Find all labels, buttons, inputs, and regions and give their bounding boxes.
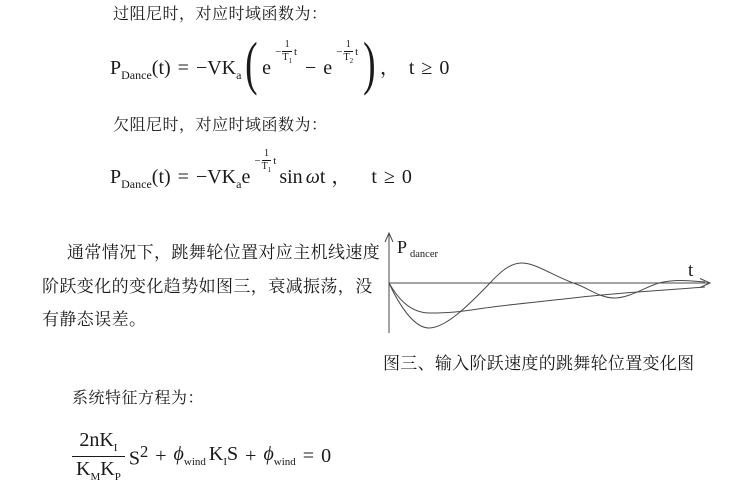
- omega-symbol: ω: [305, 166, 320, 188]
- characteristic-formula: [72, 428, 331, 485]
- time-var: t: [319, 166, 326, 188]
- s-squared-term: $S^2$: [128, 441, 149, 470]
- plus-operator: +: [245, 445, 257, 468]
- comma: ，: [379, 57, 400, 79]
- characteristic-heading: 系统特征方程为：: [72, 390, 205, 407]
- coefficient: $-VK_a$: [195, 57, 242, 82]
- exp-term: e − 1 $T_1$ t: [241, 148, 277, 188]
- geq-sign: ≥: [383, 166, 395, 188]
- overdamped-heading: 过阻尼时，对应时域函数为：: [113, 6, 328, 23]
- open-paren: (: [245, 30, 259, 97]
- x-axis-label: t: [688, 260, 694, 281]
- phi-wind-term: $\phi_{wind}$: [263, 443, 296, 469]
- overdamped-curve: [389, 283, 705, 313]
- exponent-2: − 1 $T_2$ t: [336, 39, 359, 65]
- exp-term-1: e − 1 $T_1$ t: [262, 39, 297, 79]
- coefficient: $-VK_a$: [195, 166, 242, 191]
- figure-damped-response-chart: [383, 225, 740, 355]
- underdamped-heading: 欠阻尼时，对应时域函数为：: [113, 117, 328, 134]
- exponent-1: − 1 $T_1$ t: [275, 39, 297, 65]
- close-paren: ): [363, 30, 376, 97]
- minus-operator: −: [305, 57, 317, 79]
- geq-sign: ≥: [421, 57, 433, 79]
- exp-term-2: e − 1 $T_2$ t: [323, 39, 359, 79]
- paragraph-line: 阶跃变化的变化趋势如图三，衰减振荡，没: [42, 276, 373, 296]
- underdamped-curve: [389, 263, 705, 328]
- fraction: [72, 428, 125, 485]
- overdamped-formula: [110, 30, 450, 97]
- body-paragraph: [42, 236, 380, 337]
- y-axis-label-sub: dancer: [410, 249, 438, 260]
- zero: 0: [401, 166, 412, 188]
- zero: 0: [321, 445, 332, 468]
- sin-function: sin: [279, 166, 303, 188]
- equals-sign: =: [177, 57, 189, 79]
- condition-var: t: [371, 166, 377, 188]
- y-axis-label: P: [397, 237, 408, 257]
- formula-lhs: $P_{Dance}(t)$: [110, 166, 171, 191]
- equals-sign: =: [177, 166, 189, 188]
- figure-caption: 图三、输入阶跃速度的跳舞轮位置变化图: [383, 354, 695, 373]
- zero: 0: [439, 57, 450, 79]
- formula-lhs: $P_{Dance}(t)$: [110, 57, 171, 82]
- phi-wind-term: $\phi_{wind}$: [173, 443, 206, 469]
- comma: ，: [331, 166, 352, 188]
- equals-sign: =: [302, 445, 315, 468]
- paragraph-line: 有静态误差。: [42, 310, 147, 329]
- underdamped-formula: [110, 148, 412, 191]
- plus-operator: +: [155, 445, 167, 468]
- paragraph-line: 通常情况下，跳舞轮位置对应主机线速度: [67, 243, 381, 262]
- ki-s-term: $K_IS$: [208, 443, 239, 469]
- fraction-numerator: $2nK_I$: [79, 429, 118, 454]
- exponent: − 1 $T_1$ t: [254, 148, 277, 174]
- condition-var: t: [408, 57, 415, 79]
- fraction-denominator: $K_MK_P$: [76, 457, 121, 483]
